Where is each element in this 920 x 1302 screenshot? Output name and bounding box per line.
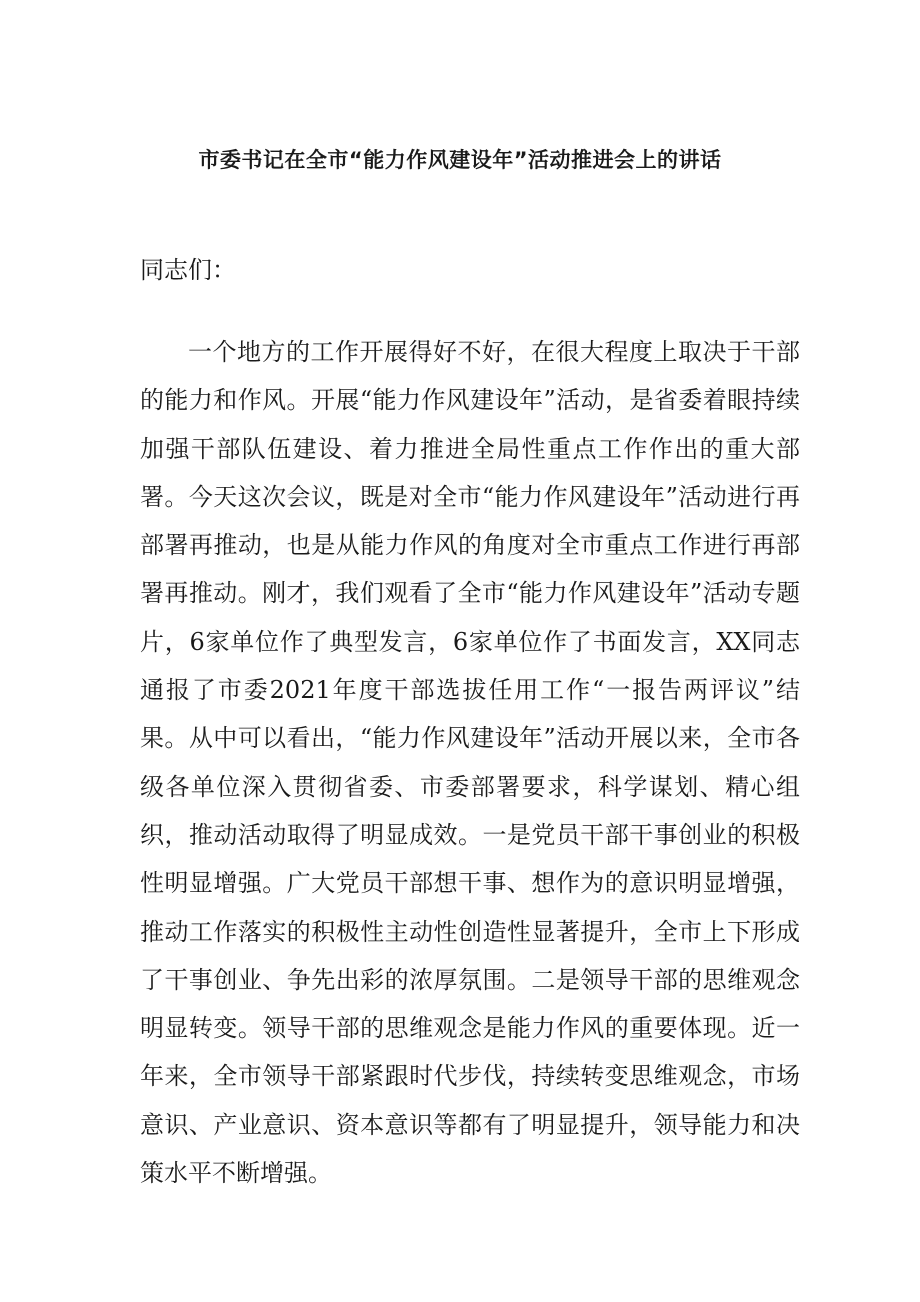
salutation: 同志们： [140, 256, 236, 284]
document-title: 市委书记在全市“能力作风建设年”活动推进会上的讲话 [198, 148, 722, 172]
body-paragraph: 一个地方的工作开展得好不好，在很大程度上取决于干部的能力和作风。开展“能力作风建设年”活动，是省委着眼持续加强干部队伍建设、着力推进全局性重点工作作出的重大部署。今天这次会议，既是对全市“能力作风建设年”活动进行再部署再推动，也是从能力作风的角度对全市重点工作进行再部署再推动。刚才，我们观看了全市“能力作风建设年”活动专题片，6家单位作了典型发言，6家单位作了书面发言，XX同志通报了市委2021年度干部选拔任用工作“一报告两评议”结果。从中可以看出，“能力作风建设年”活动开展以来，全市各级各单位深入贯彻省委、市委部署要求，科学谋划、精心组织，推动活动取得了明显成效。一是党员干部干事创业的积极性明显增强。广大党员干部想干事、想作为的意识明显增强，推动工作落实的积极性主动性创造性显著提升，全市上下形成了干事创业、争先出彩的浓厚氛围。二是领导干部的思维观念明显转变。领导干部的思维观念是能力作风的重要体现。近一年来，全市领导干部紧跟时代步伐，持续转变思维观念，市场意识、产业意识、资本意识等都有了明显提升，领导能力和决策水平不断增强。 [140, 338, 800, 1188]
